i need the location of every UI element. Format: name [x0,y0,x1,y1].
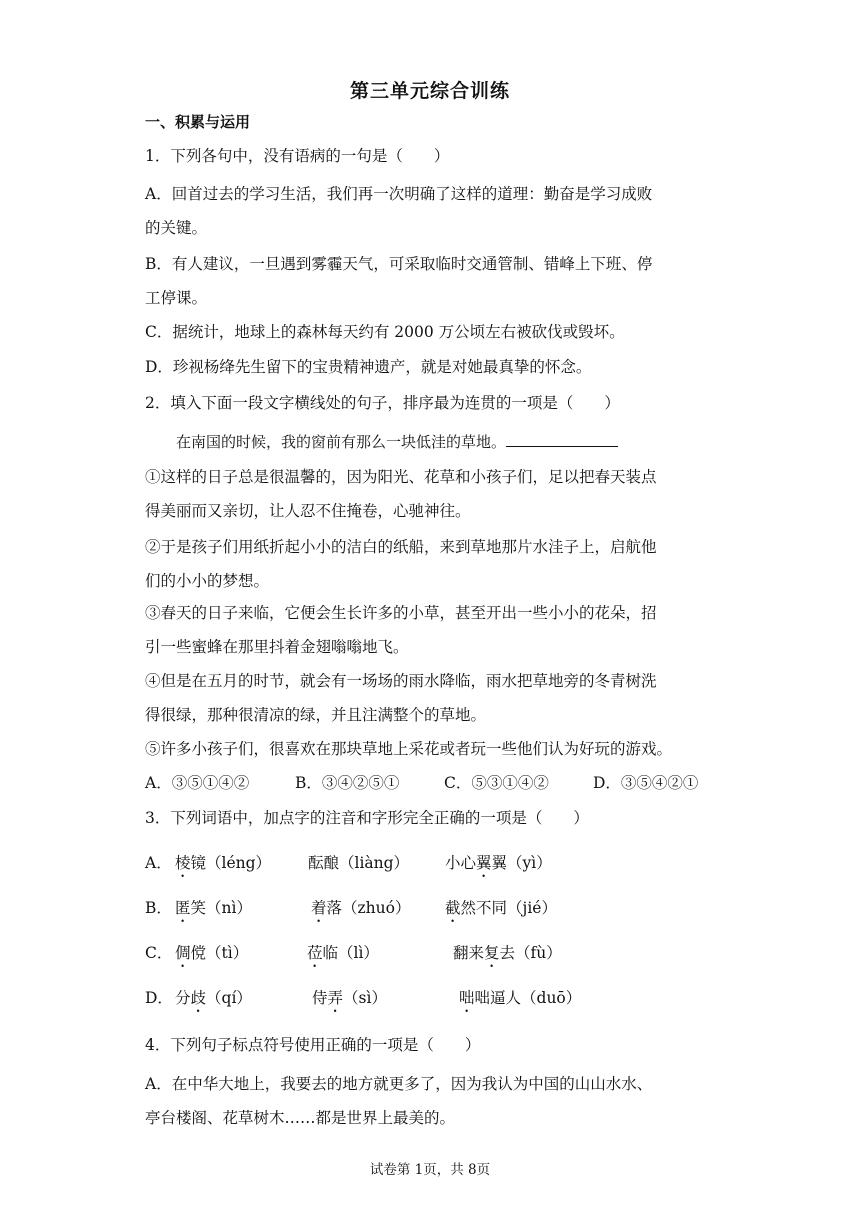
q3-option-b [145,896,745,920]
word-rest: 去（fù） [499,944,562,962]
word-rest: （sì） [343,989,387,1007]
q4-stem: 4．下列句子标点符号使用正确的一项是（ ） [145,1036,481,1054]
answer-blank [506,433,618,447]
dotted-char: 倜 [175,944,191,962]
dotted-char: 棱 [175,854,191,872]
q1-stem: 1．下列各句中，没有语病的一句是（ ） [145,147,450,165]
word-prefix: 分 [175,989,191,1007]
word-rest: 临（lì） [322,944,379,962]
word-rest: 笑（nì） [190,899,252,917]
dotted-char: 翼 [476,854,492,872]
q3-a-label: A． [145,854,172,872]
word-rest: 镜（léng） [190,854,272,872]
q2-sentence-3-line1: ③春天的日子来临，它便会生长许多的小草，甚至开出一些小小的花朵，招 [145,604,657,622]
q3-a-word-1 [175,851,271,881]
q3-c-word-1 [175,941,248,971]
q2-passage-text: 在南国的时候，我的窗前有那么一块低洼的草地。 [176,433,507,451]
q4-option-a-line2: 亭台楼阁、花草树木……都是世界上最美的。 [145,1109,456,1127]
q1-option-a-line2: 的关键。 [145,219,208,237]
word-prefix: 翻来 [453,944,485,962]
word-rest: 落（zhuó） [326,899,411,917]
q1-option-d: D．珍视杨绛先生留下的宝贵精神遗产，就是对她最真挚的怀念。 [145,358,592,376]
q2-option-c: C．⑤③①④② [444,774,549,792]
q3-b-word-3 [445,896,557,926]
q3-a-word-2: 酝酿（liàng） [308,854,410,872]
q2-sentence-3-line2: 引一些蜜蜂在那里抖着金翅嗡嗡地飞。 [145,638,409,656]
dotted-char: 匿 [175,899,191,917]
page-title: 第三单元综合训练 [349,80,510,102]
word-rest: （qí） [206,989,252,1007]
word-prefix: 侍 [312,989,328,1007]
dotted-char: 弄 [327,989,344,1007]
dotted-char: 复 [484,944,500,962]
q2-sentence-4-line2: 得很绿，那种很清凉的绿，并且注满整个的草地。 [145,706,487,724]
q3-c-label: C． [145,944,173,962]
q2-sentence-1-line2: 得美丽而又亲切，让人忍不住掩卷，心驰神往。 [145,502,471,520]
q3-option-a [145,851,745,875]
word-rest: 然不同（jié） [460,899,557,917]
q2-stem: 2．填入下面一段文字横线处的句子，排序最为连贯的一项是（ ） [145,394,620,412]
q2-sentence-1-line1: ①这样的日子总是很温馨的，因为阳光、花草和小孩子们，足以把春天装点 [145,468,657,486]
word-rest: 翼（yì） [491,854,552,872]
q3-d-word-1 [175,986,252,1016]
word-rest: 咄逼人（duō） [474,989,582,1007]
q3-stem: 3．下列词语中，加点字的注音和字形完全正确的一项是（ ） [145,809,589,827]
q1-option-b-line1: B．有人建议，一旦遇到雾霾天气，可采取临时交通管制、错峰上下班、停 [145,255,653,273]
q3-option-d [145,986,745,1010]
q2-option-a: A．③⑤①④② [145,774,250,792]
q2-passage [176,431,618,452]
word-prefix: 小心 [445,854,477,872]
q3-d-word-2 [312,986,387,1016]
q2-sentence-2-line1: ②于是孩子们用纸折起小小的洁白的纸船，来到草地那片水洼子上，启航他 [145,538,657,556]
dotted-char: 截 [445,899,461,917]
q2-options [145,771,725,795]
dotted-char: 歧 [190,989,207,1007]
section-heading: 一、积累与运用 [145,113,251,131]
dotted-char: 着 [311,899,327,917]
q3-b-word-1 [175,896,252,926]
q4-option-a-line1: A．在中华大地上，我要去的地方就更多了，因为我认为中国的山山水水、 [145,1075,653,1093]
q3-a-word-3 [445,851,552,881]
q3-c-word-2 [307,941,379,971]
q2-option-b: B．③④②⑤① [295,774,400,792]
q2-sentence-5: ⑤许多小孩子们，很喜欢在那块草地上采花或者玩一些他们认为好玩的游戏。 [145,740,673,758]
page-footer: 试卷第 1页，共 8页 [369,1162,491,1178]
dotted-char: 咄 [459,989,475,1007]
q1-option-c: C．据统计，地球上的森林每天约有 2000 万公顷左右被砍伐或毁坏。 [145,323,625,341]
q3-d-label: D． [145,989,173,1007]
q2-sentence-4-line1: ④但是在五月的时节，就会有一场场的雨水降临，雨水把草地旁的冬青树洗 [145,672,657,690]
q3-b-label: B． [145,899,172,917]
dotted-char: 莅 [307,944,323,962]
q2-sentence-2-line2: 们的小小的梦想。 [145,572,270,590]
q3-b-word-2 [311,896,410,926]
q1-option-b-line2: 工停课。 [145,289,208,307]
q1-option-a-line1: A．回首过去的学习生活，我们再一次明确了这样的道理：勤奋是学习成败 [145,185,653,203]
q3-c-word-3 [453,941,562,971]
q3-d-word-3 [459,986,581,1016]
q2-option-d: D．③⑤④②① [593,774,699,792]
word-rest: 傥（tì） [190,944,249,962]
q3-option-c [145,941,745,965]
